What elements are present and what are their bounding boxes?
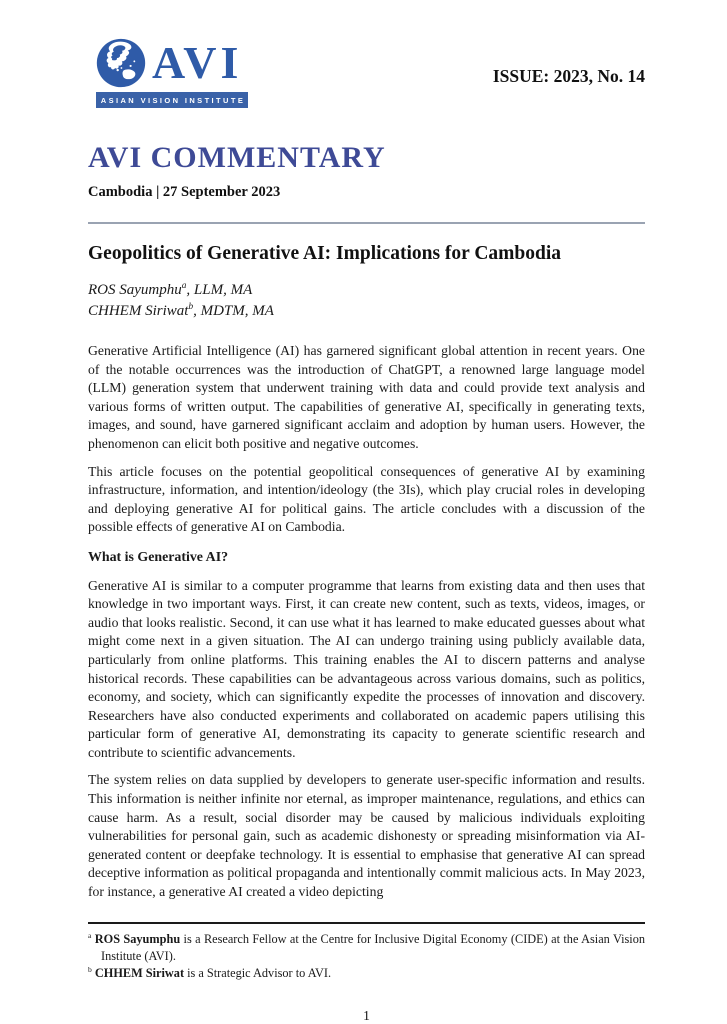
paragraph: Generative AI is similar to a computer programme that learns from existing data and then uses that knowledge in two important ways. First, it can create new content, such as texts, videos, images, or audio that looks realistic. Second, it can use what it has learned to make educated guesses about what might come next in a given situation. The AI can undergo training using publicly available data, particularly from online platforms. This training enables the AI to discern patterns and analyse historical records. These capabilities can be advantageous across various domains, such as politics, economy, and society, which can significantly expedite the processes of innovation and discovery. Researchers have also conducted experiments and collaborated on academic papers utilising this particular form of generative AI, demonstrating its capacity to generate scientific research and contribute to scientific advancements.	[88, 577, 645, 760]
logo-banner: ASIAN VISION INSTITUTE	[96, 92, 248, 108]
page-number: 1	[363, 1007, 370, 1023]
article-body	[88, 342, 645, 902]
logo-acronym: AVI	[152, 37, 243, 88]
paragraph: The system relies on data supplied by developers to generate user-specific information and results. This information is neither infinite nor eternal, as improper maintenance, regulations, and ethics can cause harm. As a result, social disorder may be caused by malicious individuals exploiting vulnerabilities for personal gain, such as academic dishonesty or spreading misinformation via AI-generated content or deepfake technology. It is essential to emphasise that generative AI can spread deceptive information as political propaganda and intentionally commit malicious acts. In May 2023, for instance, a generative AI created a video depicting	[88, 772, 645, 900]
author-block	[88, 280, 645, 322]
header	[96, 38, 645, 108]
author-line	[88, 301, 645, 322]
paragraph: This article focuses on the potential geopolitical consequences of generative AI by examining infrastructure, information, and intention/ideology (the 3Is), which play crucial roles in developing and deploying generative AI for political gains. The article concludes with a discussion of the possible effects of generative AI on Cambodia.	[88, 463, 645, 535]
author-name: ROS Sayumphu	[88, 282, 182, 298]
globe-icon	[96, 38, 146, 88]
article-title: Geopolitics of Generative AI: Implications for Cambodia	[88, 243, 562, 264]
author-credentials: , MDTM, MA	[193, 303, 274, 319]
header-divider-rule	[88, 222, 645, 224]
footnote-author-name: CHHEM Siriwat	[94, 965, 185, 980]
issue-label: ISSUE: 2023, No. 14	[492, 66, 645, 86]
section-heading: What is Generative AI?	[88, 549, 229, 565]
footnote-ref: a	[88, 931, 92, 941]
footnote-text: is a Strategic Advisor to AVI.	[184, 965, 332, 980]
footnotes	[88, 931, 645, 981]
paragraph: Generative Artificial Intelligence (AI) has garnered significant global attention in recent years. One of the notable occurrences was the introduction of ChatGPT, a renowned large language model (LLM) generation system that underwent training with data and could provide text analysis and various forms of written output. The capabilities of generative AI, specifically in generating texts, images, and sound, have garnered significant acclaim and adoption by human users. However, the phenomenon can elicit both positive and negative outcomes.	[88, 343, 645, 451]
avi-logo	[96, 38, 248, 108]
author-credentials: , LLM, MA	[186, 282, 253, 298]
footnote	[88, 965, 645, 982]
author-footnote-ref: a	[181, 281, 187, 291]
footnote-text: is a Research Fellow at the Centre for Inclusive Digital Economy (CIDE) at the Asian Vision Institute (AVI).	[101, 932, 646, 963]
footnote-author-name: ROS Sayumphu	[94, 932, 181, 947]
author-footnote-ref: b	[188, 302, 194, 312]
series-title: AVI COMMENTARY	[88, 141, 386, 174]
footnote-separator-rule	[88, 922, 645, 925]
author-name: CHHEM Siriwat	[88, 303, 189, 319]
footnote	[88, 931, 645, 965]
footnote-ref: b	[88, 964, 92, 974]
author-line	[88, 280, 645, 301]
dateline: Cambodia | 27 September 2023	[88, 184, 281, 200]
logo-top	[96, 38, 248, 88]
